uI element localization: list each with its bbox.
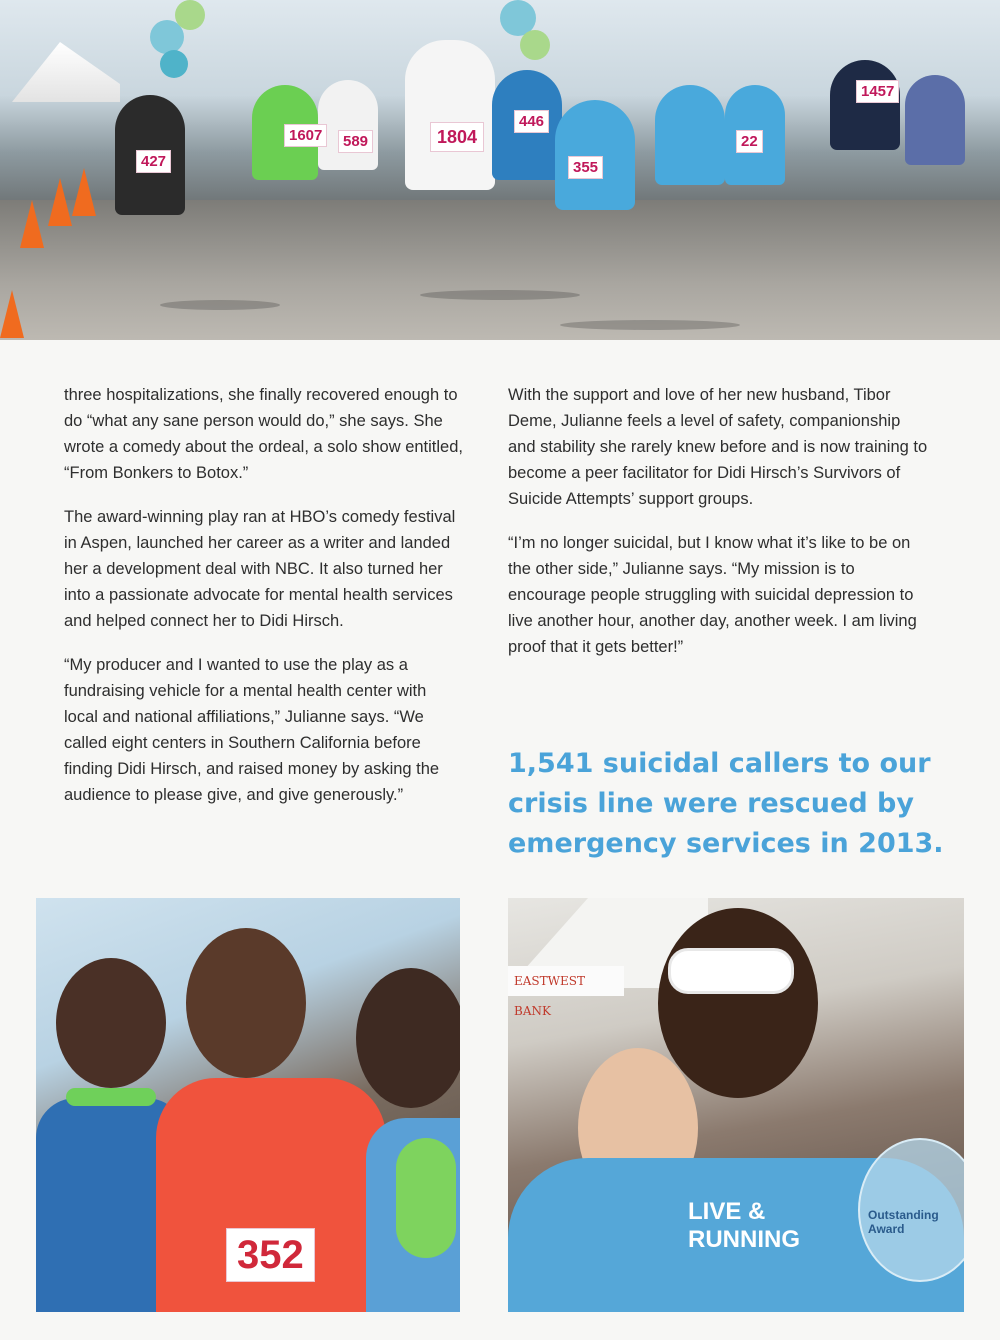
traffic-cone [20,200,44,248]
race-bib: 22 [736,130,763,153]
balloon [175,0,205,30]
paragraph: three hospitalizations, she finally recovered enough to do “what any sane person would do,” she says. She wrote a comedy about the ordeal, a solo show entitled, “From Bonkers to Botox.” [64,386,463,482]
event-tent [0,42,120,102]
runner [905,75,965,165]
face [356,968,460,1108]
face [186,928,306,1078]
runner-shadow [560,320,740,330]
race-bib: 1607 [284,124,327,147]
balloon [520,30,550,60]
race-bib: 352 [226,1228,315,1282]
race-bib: 446 [514,110,549,133]
sunglasses [668,948,794,994]
runner [830,60,900,150]
lei [396,1138,456,1258]
road [0,200,1000,340]
traffic-cone [72,168,96,216]
woman-face [658,908,818,1098]
race-start-photo [0,0,1000,340]
lei [66,1088,156,1106]
runner [555,100,635,210]
runner [655,85,725,185]
traffic-cone [48,178,72,226]
race-bib: 1457 [856,80,899,103]
article-right-column [508,382,928,678]
runner [405,40,495,190]
race-bib: 1804 [430,122,484,152]
race-bib: 427 [136,150,171,173]
traffic-cone [0,290,24,338]
paragraph: “My producer and I wanted to use the play as a fundraising vehicle for a mental health center with local and national affiliations,” Julianne says. “We called eight centers in Southern California before finding Didi Hirsch, and raised money by asking the audience to please give, and give generously.” [64,656,440,804]
face [56,958,166,1088]
award-label: Outstanding Award [868,1208,939,1236]
sponsor-banner: EASTWEST BANK [508,966,624,996]
paragraph: With the support and love of her new husband, Tibor Deme, Julianne feels a level of safety, companionship and stability she rarely knew before and is now training to become a peer facilitator for Didi Hirsch’s Survivors of Suicide Attempts’ support groups. [508,386,928,508]
paragraph: The award-winning play ran at HBO’s comedy festival in Aspen, launched her career as a writer and landed her a development deal with NBC. It also turned her into a passionate advocate for mental health services and helped connect her to Didi Hirsch. [64,508,456,630]
shirt-logo: LIVE & RUNNING [688,1198,800,1253]
race-bib: 589 [338,130,373,153]
runner-shadow [160,300,280,310]
race-bib: 355 [568,156,603,179]
article-left-column [64,382,464,826]
runner-shadow [420,290,580,300]
balloon [160,50,188,78]
hug-photo [508,898,964,1312]
teens-photo [36,898,460,1312]
paragraph: “I’m no longer suicidal, but I know what it’s like to be on the other side,” Julianne says. “My mission is to encourage people struggling with suicidal depression to live another hour, another day, another week. I am living proof that it gets better!” [508,534,917,656]
pull-quote: 1,541 suicidal callers to our crisis line were rescued by emergency services in 2013. [508,748,944,859]
